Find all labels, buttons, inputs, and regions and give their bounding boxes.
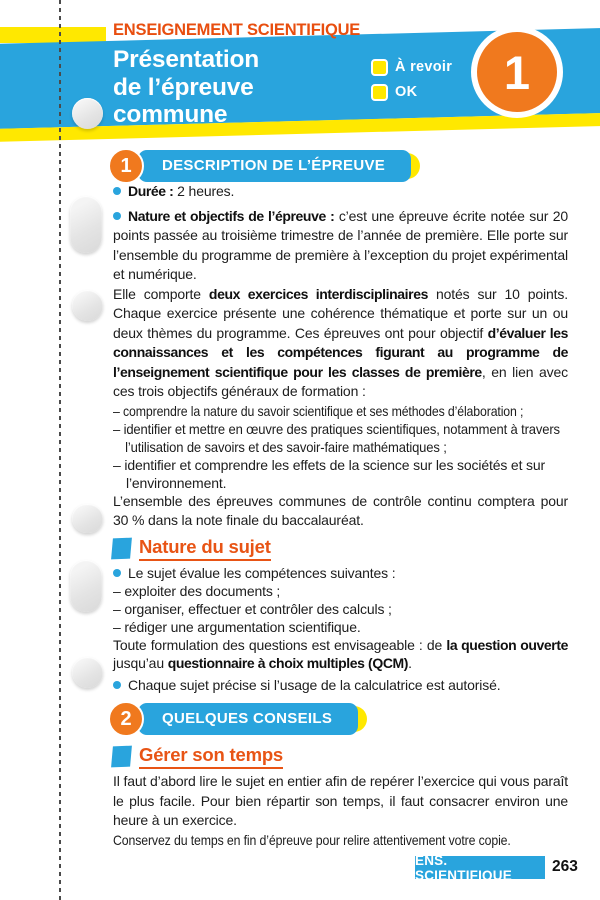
bullet-icon xyxy=(113,569,121,577)
section-banner-wrap xyxy=(138,150,411,182)
subsection-nature-du-sujet xyxy=(112,536,568,561)
section-title: DESCRIPTION DE L’ÉPREUVE xyxy=(138,150,411,182)
section-title: QUELQUES CONSEILS xyxy=(138,703,358,735)
checkbox-icon[interactable] xyxy=(371,59,388,76)
punch-hole xyxy=(72,290,103,321)
checkbox-a-revoir[interactable] xyxy=(371,57,452,77)
paragraph-duree: Durée : 2 heures. xyxy=(113,182,568,202)
review-checkboxes xyxy=(371,57,452,107)
subsection-title: Nature du sujet xyxy=(139,536,271,561)
checkbox-ok[interactable] xyxy=(371,82,452,102)
punch-hole xyxy=(72,657,103,688)
bullet-icon xyxy=(113,681,121,689)
subsection-flag-icon xyxy=(111,537,132,559)
subject-tag: ENSEIGNEMENT SCIENTIFIQUE xyxy=(113,21,361,39)
page-number: 263 xyxy=(552,858,578,875)
subsection-title: Gérer son temps xyxy=(139,744,283,769)
punch-hole xyxy=(70,196,102,253)
dash-item: – comprendre la nature du savoir scientifique et ses méthodes d’élaboration ; xyxy=(113,402,524,419)
section-2-content xyxy=(113,701,568,850)
dash-item: – organiser, effectuer et contrôler des calculs ; xyxy=(113,600,392,617)
section-number-badge: 2 xyxy=(108,701,144,737)
section-2-header xyxy=(108,701,568,737)
chapter-number: 1 xyxy=(503,45,531,99)
page-title-line: Présentation xyxy=(113,46,259,73)
paragraph-conserver-temps: Conservez du temps en fin d’épreuve pour relire attentivement votre copie. xyxy=(113,831,511,848)
punch-hole xyxy=(70,560,102,612)
chapter-number-badge xyxy=(471,26,563,118)
punch-hole xyxy=(72,98,103,129)
dash-item: – rédiger une argumentation scientifique. xyxy=(113,618,361,635)
paragraph-nature-objectifs: Nature et objectifs de l’épreuve : c’est une épreuve écrite notée sur 20 points passée au troisième trimestre de l’année de première. Elle porte sur l’ensemble du programme de première à l’exception du projet expérimental et numérique. xyxy=(113,207,569,282)
subsection-flag-icon xyxy=(111,746,132,768)
section-1-content xyxy=(113,182,568,701)
paragraph-exercices: Elle comporte deux exercices interdisciplinaires notés sur 10 points. Chaque exercice présente une cohérence thématique et porte sur un ou deux thèmes du programme. Ces épreuves ont pour objectif d’évaluer les connaissances et les compétences figurant au programme de l’enseignement scientifique pour les classes de première, en lien avec ces trois objectifs généraux de formation : xyxy=(113,285,568,399)
subsection-gerer-son-temps xyxy=(112,744,568,769)
checkbox-icon[interactable] xyxy=(371,84,388,101)
dash-item: – identifier et comprendre les effets de la science sur les sociétés et sur l’environnement. xyxy=(113,456,546,491)
cut-line xyxy=(59,0,61,900)
dash-item: – exploiter des documents ; xyxy=(113,582,281,599)
section-banner-wrap xyxy=(138,703,358,735)
paragraph-formulation: Toute formulation des questions est envisageable : de la question ouverte jusqu’au questionnaire à choix multiples (QCM). xyxy=(113,636,568,671)
paragraph-lire-sujet: Il faut d’abord lire le sujet en entier afin de repérer l’exercice qui vous paraît le plus facile. Pour bien répartir son temps, il faut consacrer environ une heure à un exercice. xyxy=(113,773,568,828)
page-title xyxy=(113,46,259,129)
section-number-badge: 1 xyxy=(108,148,144,184)
paragraph-competences: Le sujet évalue les compétences suivantes : xyxy=(113,564,568,582)
bullet-icon xyxy=(113,187,121,195)
punch-hole xyxy=(72,504,103,533)
checkbox-label: À revoir xyxy=(395,59,453,75)
checkbox-label: OK xyxy=(395,84,418,100)
page-title-line: commune xyxy=(113,101,228,128)
bullet-icon xyxy=(113,212,121,220)
paragraph-calculatrice: Chaque sujet précise si l’usage de la calculatrice est autorisé. xyxy=(113,676,568,694)
footer-tab: ENS. SCIENTIFIQUE xyxy=(415,856,545,879)
paragraph-controle-continu: L’ensemble des épreuves communes de contrôle continu comptera pour 30 % dans la note finale du baccalauréat. xyxy=(113,492,568,528)
page-title-line: de l’épreuve xyxy=(113,73,254,101)
section-1-header xyxy=(108,148,411,184)
dash-item: – identifier et mettre en œuvre des pratiques scientifiques, notamment à travers l’utilisation de savoirs et des savoir-faire mathématiques ; xyxy=(113,420,560,455)
